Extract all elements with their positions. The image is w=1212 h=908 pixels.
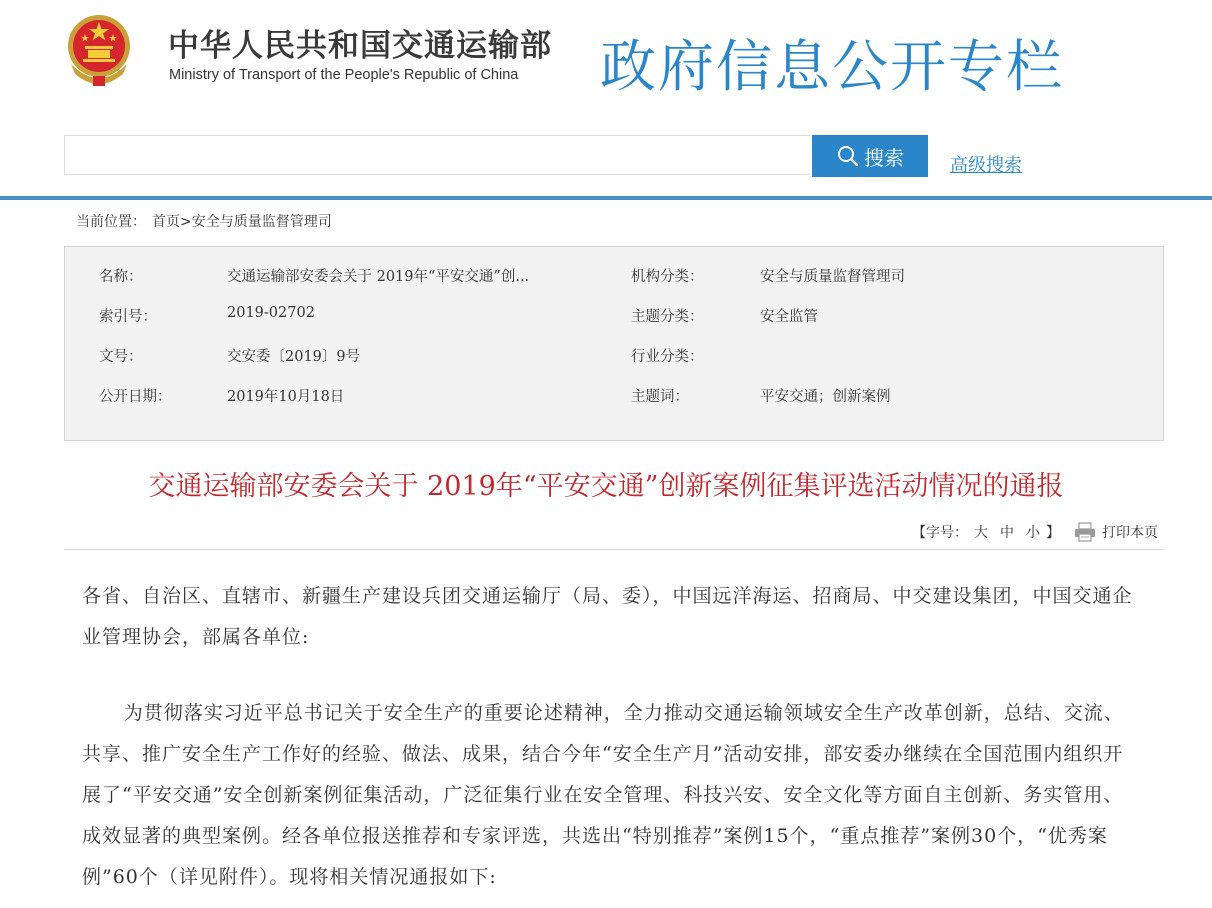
header-divider [0,196,1212,200]
article-paragraph-1: 各省、自治区、直辖市、新疆生产建设兵团交通运输厅（局、委），中国远洋海运、招商局、中交建设集团，中国交通企业管理协会，部属各单位: [82,585,1133,648]
article-tools [912,522,1158,542]
keywords-label: 主题词： [631,389,689,405]
national-emblem-icon [63,12,135,88]
printer-icon[interactable] [1074,522,1096,542]
org-value: 安全与质量监督管理司 [760,269,905,285]
name-label: 名称： [99,269,143,285]
column-title: 政府信息公开专栏 [600,35,1064,100]
search-input[interactable] [64,135,810,175]
breadcrumb-home-link[interactable]: 首页 [152,214,180,230]
index-label: 索引号： [99,309,157,325]
breadcrumb [76,211,338,231]
name-value: 交通运输部安委会关于 2019年“平安交通”创... [227,269,530,285]
breadcrumb-label: 当前位置： [76,214,146,230]
search-button[interactable] [812,135,928,177]
article-title: 交通运输部安委会关于 2019年“平安交通”创新案例征集评选活动情况的通报 [148,471,1064,502]
org-label: 机构分类： [631,269,704,285]
index-value: 2019-02702 [227,305,315,321]
font-size-large-button[interactable]: 大 [974,525,988,541]
topic-label: 主题分类： [631,309,704,325]
ministry-name-en: Ministry of Transport of the People's Republic of China [169,67,519,83]
font-size-label: 【字号： [912,525,968,541]
docno-label: 文号： [99,349,143,365]
print-page-link[interactable]: 打印本页 [1102,525,1158,541]
content-divider [64,549,1164,550]
ministry-name-cn: 中华人民共和国交通运输部 [168,28,552,64]
keywords-value: 平安交通；创新案例 [760,389,891,405]
breadcrumb-current[interactable]: >安全与质量监督管理司 [180,214,332,230]
date-value: 2019年10月18日 [227,389,345,405]
font-size-small-button[interactable]: 小 [1026,525,1040,541]
industry-label: 行业分类： [631,349,704,365]
document-info-box [64,246,1164,441]
date-label: 公开日期： [99,389,172,405]
font-size-medium-button[interactable]: 中 [1000,525,1014,541]
search-button-label: 搜索 [864,145,904,170]
font-size-close: 】 [1046,525,1060,541]
topic-value: 安全监管 [760,309,818,325]
advanced-search-link[interactable]: 高级搜索 [950,155,1022,176]
article-paragraph-2: 为贯彻落实习近平总书记关于安全生产的重要论述精神，全力推动交通运输领域安全生产改革创新，总结、交流、共享、推广安全生产工作好的经验、做法、成果，结合今年“安全生产月”活动安排，部安委办继续在全国范围内组织开展了“平安交通”安全创新案例征集活动，广泛征集行业在安全管理、科技兴安、安全文化等方面自主创新、务实管用、成效显著的典型案例。经各单位报送推荐和专家评选，共选出“特别推荐”案例15个，“重点推荐”案例30个，“优秀案例”60个（详见附件）。现将相关情况通报如下: [82,702,1124,888]
search-icon [836,144,860,168]
docno-value: 交安委〔2019〕9号 [227,349,361,365]
